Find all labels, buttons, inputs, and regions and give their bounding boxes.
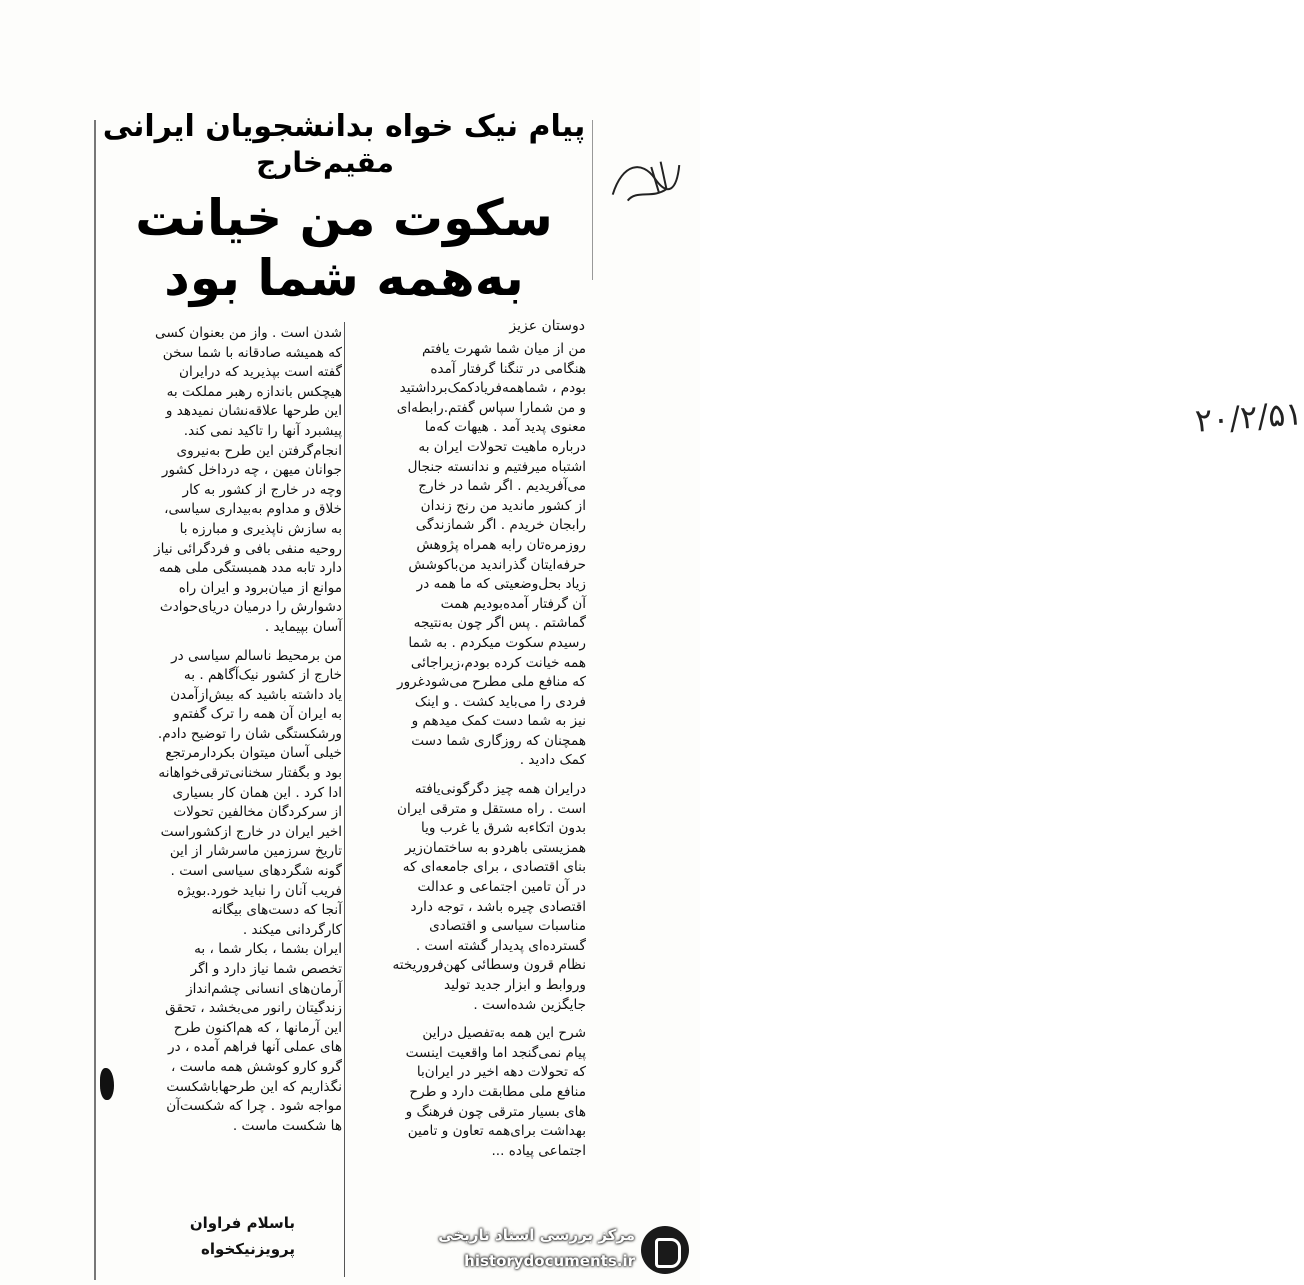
article-line: گسترده‌ای پدیدار گشته است . [415,937,586,954]
article-line: هیچکس باندازه رهبر مملکت به [166,383,342,400]
article-line: دشوارش را درمیان دریای‌حوادث [159,599,342,616]
headline-line-2: مقیم‌خارج [256,146,394,179]
article-line: وروابط و ابزار جدید تولید [443,977,586,993]
article-line: است . راه مستقل و مترقی ایران [396,800,586,817]
headline-line-1: پیام نیک خواه بدانشجویان ایرانی [102,109,586,144]
column-divider [344,322,345,1277]
article-line: نظام قرون وسطائی کهن‌فروریخته [392,957,586,974]
article-line [348,771,586,780]
article-line: روزمره‌تان رابه همراه پژوهش [416,536,586,553]
article-line: به سازش ناپذیری و مبارزه با [179,520,342,537]
article-line: آن گرفتار آمده‌بودیم همت [440,595,586,612]
article-line: اشتباه میرفتیم و ندانسته جنجال [407,458,586,475]
article-line: کارگردانی میکند . [242,921,342,938]
article-line: به ایران آن همه را ترک گفتم‌و [173,706,342,723]
greeting: دوستان عزیز [509,318,585,334]
article-line: از سرکردگان مخالفین تحولات [173,804,342,821]
archive-logo-icon [641,1226,689,1274]
article-line: در آن تامین اجتماعی و عدالت [417,879,586,896]
article-line: شرح این همه به‌تفصیل دراین [422,1025,586,1042]
article-line: خلاق و مداوم به‌بیداری سیاسی، [164,501,342,518]
article-line: که همیشه صادقانه با شما سخن [162,344,342,361]
article-line: خارج از کشور نیک‌آگاهم . به [183,667,342,684]
article-line: فردی را می‌باید کشت . و اینک [414,693,586,710]
article-line: منافع ملی مطابقت دارد و طرح [409,1083,586,1100]
article-line: مناسبات سیاسی و اقتصادی [429,918,586,935]
article-line: رابجان خریدم . اگر شمازندگی [415,517,586,534]
handwritten-signature [601,145,689,216]
article-line: فریب آنان را نباید خورد.بویژه [177,882,342,899]
article-line: از کشور ماندید من رنج زندان [420,497,586,514]
article-line: که منافع ملی مطرح می‌شودغرور [397,674,586,691]
article-line: بدون اتکاءبه شرق یا غرب ویا [420,820,586,837]
article-line: زیاد بحل‌وضعیتی که ما همه در [416,576,586,593]
article-line: نگذاریم که این طرحهاباشکست [166,1078,342,1095]
article-line: گرو کارو کوشش همه ماست ، [171,1058,342,1075]
article-line: رسیدم سکوت میکردم . به شما [408,634,586,651]
article-line: نیز به شما دست کمک میدهم و [411,713,586,730]
article-line: که تحولات دهه اخیر در ایران‌با [416,1064,586,1081]
article-line: این آرمانها ، که هم‌اکنون طرح [173,1019,342,1036]
article-line: روحیه منفی بافی و فردگرائی نیاز [154,540,342,557]
article-line: حرفه‌ایتان گذراندید من‌باکوشش [408,556,586,573]
article-line: بنای اقتصادی ، برای جامعه‌ای که [402,859,586,876]
article-line: تخصص شما نیاز دارد و اگر [190,961,342,977]
watermark [420,1222,695,1280]
article-line: بهداشت برای‌همه تعاون و تامین [407,1123,586,1140]
article-line: همزیستی باهردو به ساختمان‌زیر [405,839,586,856]
article-line: این طرحها علاقه‌نشان نمیدهد و [165,403,342,420]
article-line: آرمان‌های انسانی چشم‌انداز [186,980,342,997]
article-column-right [348,340,586,1161]
article-line: ایران بشما ، بکار شما ، به [194,941,342,958]
closing-greeting: باسلام فراوان [189,1214,295,1232]
article-line: های عملی آنها فراهم آمده ، در [168,1039,342,1056]
article-line: ادا کرد . این همان کار بسیاری [172,784,342,801]
handwritten-annotation [595,150,1304,440]
article-line: آنجا که دست‌های بیگانه [211,902,342,919]
article-line: ورشکستگی شان را توضیح دادم. [157,725,342,742]
watermark-url: historydocuments.ir [464,1252,635,1270]
handwritten-date: ۲۰/۲/۵۱ [1193,394,1304,440]
article-line: همه خیانت کرده بودم،زیراجائی [410,654,586,671]
article-line: می‌آفریدیم . اگر شما در خارج [418,478,586,495]
article-line: من بر‌محیط ناسالم سیاسی در [171,647,342,664]
article-line: پیام نمی‌گنجد اما واقعیت اینست [405,1044,586,1061]
main-title-line-2: به‌همه شما بود [164,249,524,307]
article-line: معنوی پدید آمد . هیهات که‌ما [424,419,586,436]
article-line: های بسیار مترقی چون فرهنگ و [405,1103,586,1120]
ink-mark [100,1068,114,1100]
watermark-persian: مرکز بررسی اسناد تاریخی [438,1226,635,1244]
author-name: پرویزنیکخواه [201,1240,295,1258]
article-line: اجتماعی پیاده ... [491,1142,586,1159]
article-line: یاد داشته باشید که بیش‌ازآمدن [170,686,342,703]
article-line: وچه در خارج از کشور به کار [182,481,342,498]
article-line: هنگامی در تنگنا گرفتار آمده [430,360,586,377]
article-line: درباره ماهیت تحولات ایران به [418,438,586,455]
article-line: همچنان که روزگاری شما دست [411,732,586,749]
article-line: ها شکست ماست . [232,1117,342,1134]
clipping-right-edge [592,120,593,280]
article-line: شدن است . واز من بعنوان کسی [155,325,342,341]
article-line [348,1015,586,1024]
main-title-line-1: سکوت من خیانت [135,189,553,247]
article-line: کمک دادید . [519,752,586,769]
article-line: پیشبرد آنها را تاکید نمی کند. [183,422,342,439]
article-line [100,638,342,647]
article-line: بود و بگفتار سخنانی‌ترقی‌خواهانه [158,765,342,782]
article-line: زندگیتان رانور می‌بخشد ، تحقق [165,1000,342,1017]
closing-signature [100,1210,295,1262]
article-line: دارد تابه مدد همبستگی ملی همه [158,560,342,577]
article-line: موانع از میان‌برود و ایران راه [178,579,342,596]
article-line: اقتصادی چیره باشد ، توجه دارد [410,898,586,915]
article-line: خیلی آسان میتوان بکردارمرتجع [165,745,342,762]
article-line: تاریخ سرزمین ماسرشار از این [169,843,342,860]
article-line: آسان بپیماید . [264,618,342,635]
article-column-left [100,324,342,1136]
article-line: مواجه شود . چرا که شکست‌آن [166,1098,342,1115]
article-line: اخیر ایران در خارج ازکشوراست [160,823,342,840]
article-line: گونه شگردهای سیاسی است . [170,863,342,880]
article-line: جوانان میهن ، چه درداخل کشور [161,462,342,479]
article-line: بودم ، شماهمه‌فریادکمک‌برداشتید [399,380,586,397]
article-line: درایران همه چیز دگرگونی‌یافته [414,781,586,798]
article-line: انجام‌گرفتن این طرح به‌نیروی [176,442,342,459]
article-line: جایگزین شده‌است . [473,996,586,1013]
article-line: من از میان شما شهرت یافتم [421,341,586,357]
article-line: گفته است بپذیرید که درایران [179,364,342,381]
article-line: و من شمارا سپاس گفتم.رابطه‌ای [396,399,586,416]
article-line: گماشتم . پس اگر چون به‌نتیجه [413,615,586,632]
